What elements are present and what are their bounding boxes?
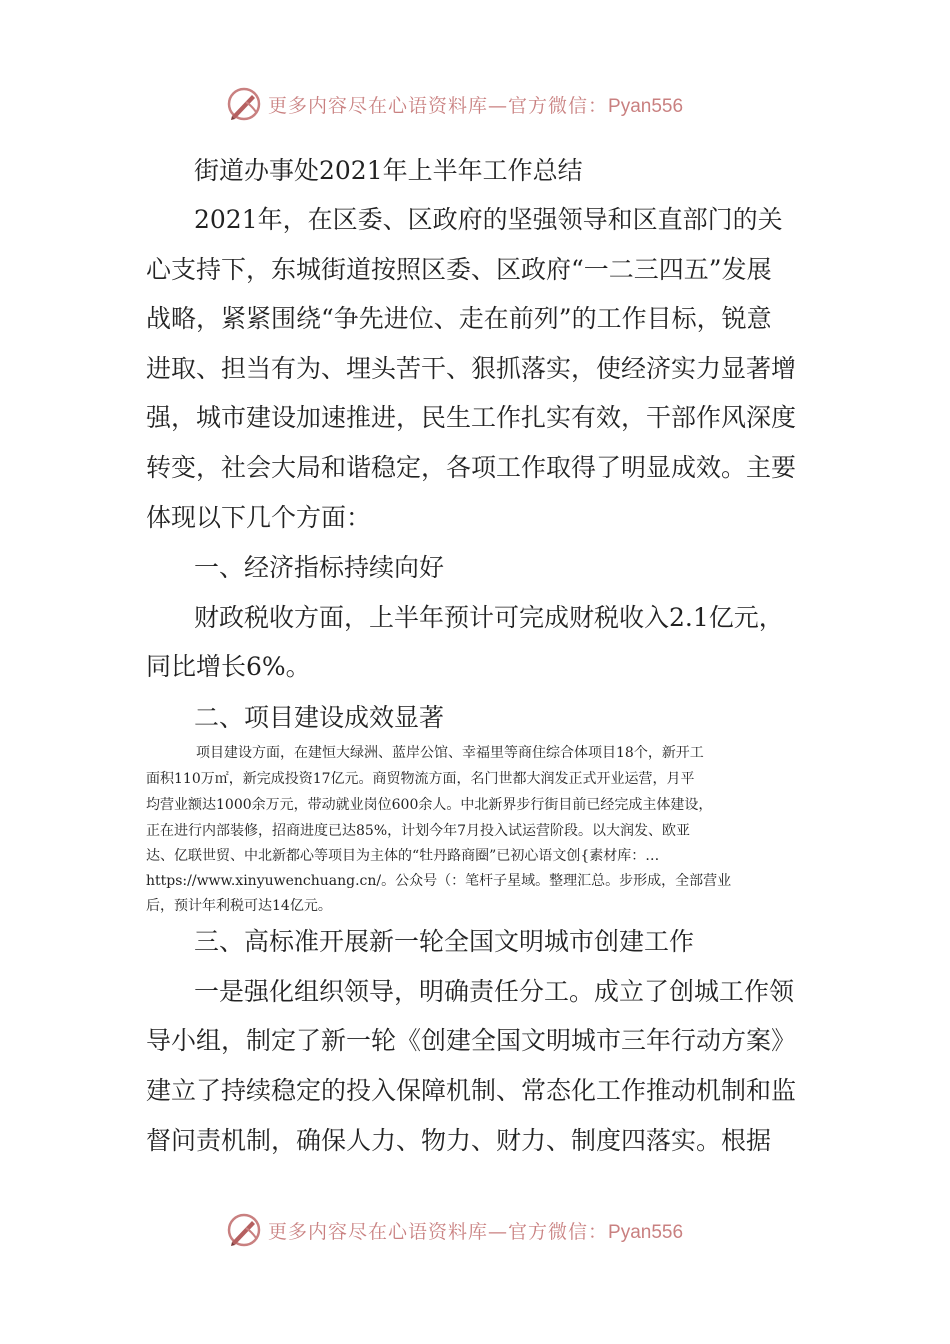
section1-line: 同比增长6%。 [146,652,311,681]
section-heading-economy: 一、经济指标持续向好 [194,553,445,582]
intro-line: 转变，社会大局和谐稳定，各项工作取得了明显成效。主要 [146,453,797,482]
watermark-text: 更多内容尽在心语资料库—官方微信：Pyan556 [268,1220,684,1243]
pen-logo-icon [226,1212,262,1248]
pen-logo-icon [226,86,262,122]
section2-line: 正在进行内部装修，招商进度已达85%，计划今年7月投入试运营阶段。以大润发、欧亚 [146,823,691,839]
section3-line: 督问责机制，确保人力、物力、财力、制度四落实。根据 [146,1126,772,1155]
intro-line: 体现以下几个方面： [146,503,372,532]
intro-line: 2021年，在区委、区政府的坚强领导和区直部门的关 [194,205,783,234]
intro-line: 心支持下，东城街道按照区委、区政府“一二三四五”发展 [146,255,772,284]
section3-line: 导小组，制定了新一轮《创建全国文明城市三年行动方案》 [146,1026,797,1055]
document-title: 街道办事处2021年上半年工作总结 [194,156,583,185]
section3-line: 建立了持续稳定的投入保障机制、常态化工作推动机制和监 [146,1076,797,1105]
section-heading-projects: 二、项目建设成效显著 [194,703,445,732]
intro-line: 强，城市建设加速推进，民生工作扎实有效，干部作风深度 [146,403,797,432]
section2-line: 项目建设方面，在建恒大绿洲、蓝岸公馆、幸福里等商住综合体项目18个，新开工 [196,745,704,761]
watermark-text: 更多内容尽在心语资料库—官方微信：Pyan556 [268,94,684,117]
footer-watermark [226,1210,746,1250]
section2-line: https://www.xinyuwenchuang.cn/。公众号（：笔杆子星域。整理汇总。步形成，全部营业 [146,873,732,889]
section2-line: 均营业额达1000余万元，带动就业岗位600余人。中北新界步行街目前已经完成主体建设， [146,797,713,813]
section2-line: 达、亿联世贸、中北新都心等项目为主体的“牡丹路商圈”已初心语文创{素材库：… [146,848,660,864]
section2-line: 后，预计年利税可达14亿元。 [146,898,332,914]
header-watermark [226,84,746,124]
section2-line: 面积110万㎡，新完成投资17亿元。商贸物流方面，名门世都大润发正式开业运营，月平 [146,771,695,787]
intro-line: 战略，紧紧围绕“争先进位、走在前列”的工作目标，锐意 [146,304,772,333]
section-heading-civilization: 三、高标准开展新一轮全国文明城市创建工作 [194,927,695,956]
section1-line: 财政税收方面，上半年预计可完成财税收入2.1亿元， [194,603,784,632]
intro-line: 进取、担当有为、埋头苦干、狠抓落实，使经济实力显著增 [146,354,797,383]
section3-line: 一是强化组织领导，明确责任分工。成立了创城工作领 [194,977,795,1006]
